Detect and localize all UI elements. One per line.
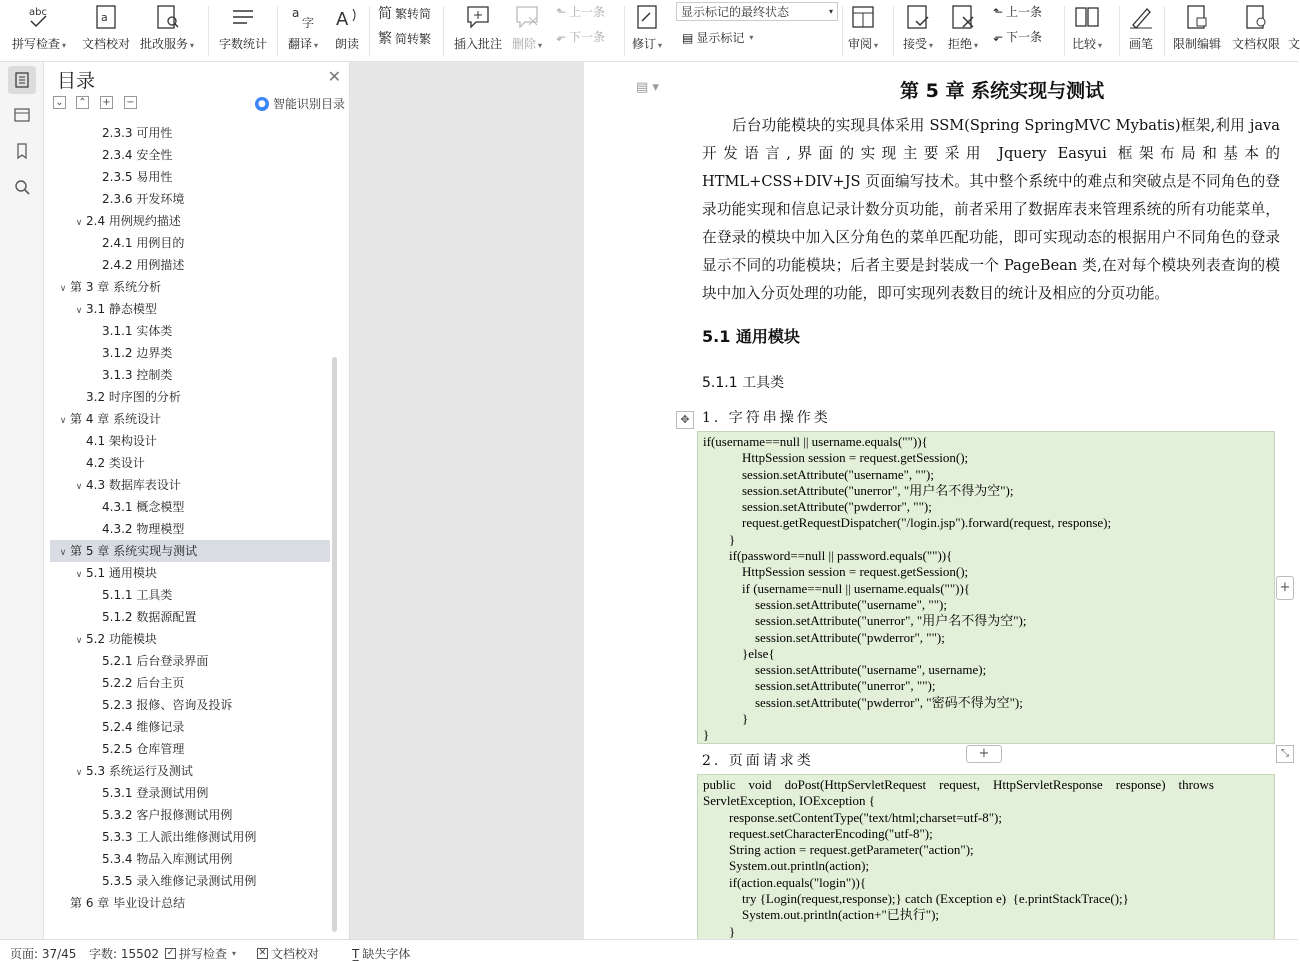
chevron-down-icon[interactable]: ∨ <box>59 284 67 294</box>
subsection-heading: 5.1.1 工具类 <box>702 375 785 391</box>
toc-item[interactable] <box>50 650 330 672</box>
insert-comment-icon <box>464 2 492 32</box>
toc-item[interactable] <box>50 848 330 870</box>
chevron-down-icon[interactable]: ∨ <box>59 548 67 558</box>
add-column-icon[interactable]: + <box>1276 576 1294 600</box>
chevron-down-icon[interactable]: ∨ <box>59 416 67 426</box>
toc-item[interactable] <box>50 452 330 474</box>
doc-proofread-label: 文档校对 <box>82 37 131 51</box>
code-line: if(action.equals("login")){ <box>703 874 867 890</box>
toc-scrollbar[interactable] <box>332 357 337 932</box>
next-comment-icon: ⬐ <box>556 29 567 44</box>
toc-item-label: 4.2 类设计 <box>86 456 145 470</box>
code-line: session.setAttribute("username", username); <box>703 662 987 678</box>
chevron-down-icon[interactable]: ∨ <box>75 482 83 492</box>
section-heading: 5.1 通用模块 <box>702 327 800 346</box>
toc-item[interactable] <box>50 342 330 364</box>
toc-item-label: 5.2.3 报修、咨询及投诉 <box>102 698 233 712</box>
code-line: session.setAttribute("username", ""); <box>703 596 947 612</box>
toc-item[interactable] <box>50 738 330 760</box>
delete-comment-icon <box>513 2 541 32</box>
code-line: } <box>703 923 736 939</box>
ribbon-divider <box>893 6 894 56</box>
chapter-heading: 第 5 章 系统实现与测试 <box>900 80 1105 102</box>
toc-item-label: 5.1 通用模块 <box>86 566 157 580</box>
toc-item-label: 2.4.1 用例目的 <box>102 236 185 250</box>
svg-text:字: 字 <box>302 16 315 30</box>
compare-button[interactable]: 比较 ▾ <box>1072 2 1102 52</box>
page-indicator[interactable]: 页面: 37/45 <box>10 947 77 961</box>
track-changes-label: 修订 <box>632 37 657 51</box>
code-line: session.setAttribute("unerror", ""); <box>703 678 936 694</box>
code-line: response.setContentType("text/html;charset=utf-8"); <box>703 809 1002 825</box>
toc-item-label: 5.2.1 后台登录界面 <box>102 654 209 668</box>
read-aloud-icon <box>333 2 361 32</box>
code-line: public void doPost(HttpServletRequest request, HttpServletResponse response) throws <box>703 777 1214 792</box>
chevron-down-icon[interactable]: ∨ <box>75 570 83 580</box>
spell-check-label: 拼写检查 <box>12 37 61 51</box>
toc-item[interactable] <box>50 672 330 694</box>
body-paragraph: 后台功能模块的实现具体采用 SSM(Spring SpringMVC Mybatis)框架,利用 java 开发语言,界面的实现主要采用 Jquery Easyui 框架布局和基本的 HTML+CSS+DIV+JS 页面编写技术。其中整个系统中的难点和突破点是不同角色的登录功能实现和信息记录计数分页功能，前者采用了数据库表来管理系统的所有功能菜单，在登录的模块中加入区分角色的菜单匹配功能，即可实现动态的根据用户不同角色的登录显示不同的功能模块；后者主要是封装成一个 PageBean 类,在对每个模块列表查询的模块中加入分页处理的功能，即可实现列表数目的统计及相应的分页功能。 <box>702 117 1280 302</box>
toc-item[interactable] <box>50 782 330 804</box>
review-label: 审阅 <box>848 37 873 51</box>
pen-icon <box>1127 2 1155 32</box>
collapse-all-icon[interactable]: ⌄ <box>53 96 66 109</box>
code-line: session.setAttribute("unerror", "用户名不得为空"); <box>703 613 1027 629</box>
toc-item-label: 2.3.4 安全性 <box>102 148 173 162</box>
toc-item-label: 4.3 数据库表设计 <box>86 478 181 492</box>
word-count-indicator[interactable]: 字数: 15502 <box>89 947 160 961</box>
toc-item-label: 5.3 系统运行及测试 <box>86 764 193 778</box>
navigation-pane-icon[interactable] <box>8 101 36 129</box>
code-line: if (username==null || username.equals("")){ <box>703 580 971 596</box>
toc-title: 目录 <box>57 70 96 92</box>
toc-item[interactable] <box>50 188 330 210</box>
toc-panel <box>45 62 350 939</box>
bookmark-icon[interactable] <box>8 137 36 165</box>
toc-item[interactable] <box>50 606 330 628</box>
read-aloud-button[interactable] <box>333 2 361 52</box>
proofread-icon <box>93 2 119 32</box>
code-line: System.out.println(action+"已执行"); <box>703 907 940 923</box>
prev-change-button[interactable] <box>993 3 1042 20</box>
toc-item[interactable] <box>50 562 330 584</box>
toc-item-label: 5.3.1 登录测试用例 <box>102 786 209 800</box>
toc-item[interactable] <box>50 584 330 606</box>
prev-comment-button[interactable] <box>556 3 605 20</box>
toc-item[interactable] <box>50 892 330 914</box>
compare-icon <box>1073 2 1101 32</box>
missing-font-button[interactable] <box>352 945 410 962</box>
accept-icon <box>904 2 932 32</box>
chevron-down-icon[interactable]: ∨ <box>75 636 83 646</box>
restrict-edit-label: 限制编辑 <box>1173 37 1222 51</box>
proofread-icon: ✕ <box>258 948 267 958</box>
toc-item-label: 2.4.2 用例描述 <box>102 258 185 272</box>
svg-text:a: a <box>101 11 108 24</box>
track-changes-icon <box>634 2 660 32</box>
add-item-icon[interactable]: + <box>100 96 113 109</box>
ribbon-divider <box>369 6 370 56</box>
code-block <box>697 774 1275 944</box>
code-line: session.setAttribute("pwderror", "密码不得为空"); <box>703 694 1023 710</box>
close-icon[interactable]: ✕ <box>327 67 341 86</box>
add-row-icon[interactable]: + <box>966 745 1002 763</box>
ribbon-divider <box>624 6 625 56</box>
toc-item-label: 2.3.3 可用性 <box>102 126 173 140</box>
toc-item[interactable] <box>50 760 330 782</box>
missing-font-label: 缺失字体 <box>362 947 411 961</box>
translate-label: 翻译 <box>288 37 313 51</box>
toc-item[interactable] <box>50 298 330 320</box>
toc-item-label: 第 3 章 系统分析 <box>70 280 162 294</box>
code-line: if(password==null || password.equals("")){ <box>703 548 953 564</box>
code-line: } <box>703 711 749 727</box>
ribbon-toolbar <box>0 0 1298 62</box>
reject-button[interactable]: 拒绝 ▾ <box>948 2 978 52</box>
code-line: HttpSession session = request.getSession(); <box>703 564 969 580</box>
toc-item-label: 5.3.5 录入维修记录测试用例 <box>102 874 257 888</box>
code-line: request.getRequestDispatcher("/login.jsp").forward(request, response); <box>703 515 1112 531</box>
more-ribbon-button[interactable] <box>1288 2 1300 52</box>
next-change-button[interactable] <box>993 28 1042 45</box>
item-heading: 1. 字符串操作类 <box>702 410 831 426</box>
toc-item[interactable] <box>50 364 330 386</box>
toc-item-label: 2.4 用例规约描述 <box>86 214 181 228</box>
markup-state-select[interactable] <box>676 2 838 21</box>
toc-item-label: 2.3.5 易用性 <box>102 170 173 184</box>
status-proofread[interactable] <box>257 945 319 962</box>
toc-item-label: 第 5 章 系统实现与测试 <box>70 544 198 558</box>
toc-item-label: 3.1.1 实体类 <box>102 324 173 338</box>
code-line: try {Login(request,response);} catch (Exception e) {e.printStackTrace();} <box>703 891 1129 907</box>
svg-text:a: a <box>292 6 300 20</box>
accept-label: 接受 <box>903 37 928 51</box>
toc-item[interactable] <box>50 474 330 496</box>
prev-comment-label: 上一条 <box>569 5 606 19</box>
doc-permission-button[interactable] <box>1232 2 1280 52</box>
toc-item[interactable] <box>50 496 330 518</box>
move-handle-icon[interactable]: ✥ <box>676 411 694 429</box>
ribbon-divider <box>277 6 278 56</box>
code-line: } <box>703 727 710 743</box>
toc-item-label: 3.1 静态模型 <box>86 302 157 316</box>
item-heading: 2. 页面请求类 <box>702 753 814 769</box>
review-icon <box>849 2 877 32</box>
ribbon-divider <box>1119 6 1120 56</box>
toc-item[interactable] <box>50 408 330 430</box>
trad-to-simp-label: 繁转简 <box>395 6 432 21</box>
prev-change-label: 上一条 <box>1006 5 1043 19</box>
ai-icon: ● <box>255 97 269 111</box>
code-line: HttpSession session = request.getSession(); <box>703 450 969 466</box>
status-bar <box>0 939 1298 961</box>
toc-item[interactable] <box>50 232 330 254</box>
review-button[interactable]: 审阅 ▾ <box>848 2 878 52</box>
smart-toc-button[interactable] <box>255 95 345 112</box>
track-changes-button[interactable]: 修订 ▾ <box>632 2 662 52</box>
svg-text:A: A <box>336 9 349 30</box>
translate-icon <box>289 2 317 32</box>
spell-check-icon <box>25 2 53 32</box>
toc-item[interactable] <box>50 870 330 892</box>
comment-service-label: 批改服务 <box>140 37 189 51</box>
next-change-icon: ⬐ <box>993 29 1004 44</box>
translate-button[interactable]: a 字 翻译 ▾ <box>288 2 318 52</box>
chevron-down-icon[interactable]: ∨ <box>75 218 83 228</box>
toc-item-label: 5.2.5 仓库管理 <box>102 742 185 756</box>
remove-item-icon[interactable]: − <box>124 96 137 109</box>
code-line: } <box>703 531 736 547</box>
code-line: request.setCharacterEncoding("utf-8"); <box>703 825 933 841</box>
status-spell-check[interactable]: ✓ 拼写检查 ▾ <box>166 947 237 961</box>
ribbon-divider <box>1064 6 1065 56</box>
code-block <box>697 431 1275 744</box>
toc-item[interactable] <box>50 628 330 650</box>
toc-item[interactable] <box>50 386 330 408</box>
toc-item-label: 5.3.3 工人派出维修测试用例 <box>102 830 257 844</box>
toc-item-label: 5.1.2 数据源配置 <box>102 610 197 624</box>
toc-item-label: 5.2.4 维修记录 <box>102 720 185 734</box>
lock-icon <box>1183 2 1211 32</box>
code-line: }else{ <box>703 645 775 661</box>
trad-simp-icon: 简 <box>378 6 392 22</box>
code-line: String action = request.getParameter("action"); <box>703 842 974 858</box>
trad-to-simp-button[interactable] <box>378 3 431 23</box>
toc-item-label: 第 6 章 毕业设计总结 <box>70 896 186 910</box>
toc-item[interactable] <box>50 210 330 232</box>
doc-proofread-button[interactable] <box>82 2 130 52</box>
toc-item-label: 5.1.1 工具类 <box>102 588 173 602</box>
comment-service-button[interactable]: 批改服务 ▾ <box>140 2 194 52</box>
next-change-label: 下一条 <box>1006 30 1043 44</box>
document-page[interactable] <box>584 62 1298 939</box>
toc-item-label: 5.2.2 后台主页 <box>102 676 185 690</box>
toc-item[interactable] <box>50 122 330 144</box>
code-line: session.setAttribute("pwderror", ""); <box>703 629 945 645</box>
insert-comment-label: 插入批注 <box>454 37 503 51</box>
show-markup-button[interactable]: ▤ 显示标记 ▾ <box>682 30 754 45</box>
toc-item-label: 3.2 时序图的分析 <box>86 390 181 404</box>
ribbon-divider <box>842 6 843 56</box>
accept-button[interactable]: 接受 ▾ <box>903 2 933 52</box>
code-line: ServletException, IOException { <box>703 793 875 809</box>
document-icon[interactable]: ▤ ▾ <box>636 80 659 95</box>
code-line: session.setAttribute("unerror", "用户名不得为空"); <box>703 482 1014 498</box>
reject-icon <box>949 2 977 32</box>
smart-toc-label: 智能识别目录 <box>272 97 345 111</box>
toc-item-label: 5.3.2 客户报修测试用例 <box>102 808 233 822</box>
simp-trad-icon: 繁 <box>378 31 392 47</box>
word-count-icon <box>229 2 257 32</box>
resize-handle-icon[interactable]: ⤡ <box>1276 745 1294 763</box>
prev-change-icon: ⬑ <box>993 4 1004 19</box>
checkbox-icon: ✓ <box>166 948 175 958</box>
toc-item[interactable] <box>50 144 330 166</box>
restrict-edit-button[interactable] <box>1173 2 1221 52</box>
ribbon-divider <box>1164 6 1165 56</box>
toc-item-label: 第 4 章 系统设计 <box>70 412 162 426</box>
expand-up-icon[interactable]: ⌃ <box>76 96 89 109</box>
word-count-button[interactable] <box>219 2 267 52</box>
permission-icon <box>1242 2 1270 32</box>
font-warning-icon: T̲ <box>352 946 360 961</box>
reject-label: 拒绝 <box>948 37 973 51</box>
pen-label: 画笔 <box>1128 37 1153 51</box>
status-proof-label: 文档校对 <box>271 947 320 961</box>
toc-item-label: 5.2 功能模块 <box>86 632 157 646</box>
toc-item-label: 3.1.2 边界类 <box>102 346 173 360</box>
simp-to-trad-label: 简转繁 <box>395 31 432 46</box>
search-icon[interactable] <box>8 173 36 201</box>
toc-item[interactable] <box>50 276 330 298</box>
toc-item[interactable] <box>50 430 330 452</box>
toc-item[interactable] <box>50 166 330 188</box>
compare-label: 比较 <box>1072 37 1097 51</box>
status-spell-label: 拼写检查 <box>179 947 228 961</box>
toc-panel-icon[interactable] <box>8 66 36 94</box>
ribbon-divider <box>208 6 209 56</box>
toc-item[interactable] <box>50 540 330 562</box>
toc-item-label: 3.1.3 控制类 <box>102 368 173 382</box>
code-line: if(username==null || username.equals("")){ <box>703 434 928 449</box>
toc-item-label: 5.3.4 物品入库测试用例 <box>102 852 233 866</box>
toc-list <box>50 122 330 937</box>
prev-comment-icon: ⬑ <box>556 4 567 19</box>
show-markup-icon: ▤ <box>682 30 694 45</box>
code-line: System.out.println(action); <box>703 858 870 874</box>
chevron-down-icon[interactable]: ∨ <box>75 768 83 778</box>
svg-text:abc: abc <box>29 7 47 18</box>
toc-item[interactable] <box>50 804 330 826</box>
toc-item[interactable] <box>50 694 330 716</box>
simp-to-trad-button[interactable] <box>378 28 431 48</box>
toc-item[interactable] <box>50 716 330 738</box>
delete-label: 删除 <box>512 37 537 51</box>
code-line: session.setAttribute("pwderror", ""); <box>703 499 932 515</box>
pen-button[interactable] <box>1127 2 1155 52</box>
toc-item[interactable] <box>50 518 330 540</box>
next-comment-label: 下一条 <box>569 30 606 44</box>
doc-permission-label: 文档权限 <box>1232 37 1281 51</box>
delete-comment-button[interactable]: 删除 ▾ <box>512 2 542 52</box>
toc-item-label: 4.1 架构设计 <box>86 434 157 448</box>
toc-item-label: 4.3.1 概念模型 <box>102 500 185 514</box>
code-line: session.setAttribute("username", ""); <box>703 466 934 482</box>
left-navigation-bar <box>0 62 44 939</box>
word-count-label: 字数统计 <box>219 37 268 51</box>
toc-item-label: 2.3.6 开发环境 <box>102 192 185 206</box>
next-comment-button[interactable] <box>556 28 605 45</box>
markup-state-value: 显示标记的最终状态 <box>681 5 790 19</box>
insert-comment-button[interactable] <box>454 2 502 52</box>
comment-service-icon <box>154 2 180 32</box>
chevron-down-icon: ▾ <box>828 7 833 16</box>
ribbon-divider <box>443 6 444 56</box>
toc-item-label: 4.3.2 物理模型 <box>102 522 185 536</box>
toc-item[interactable] <box>50 320 330 342</box>
toc-item[interactable] <box>50 254 330 276</box>
page-gutter <box>350 62 584 939</box>
read-aloud-label: 朗读 <box>334 37 359 51</box>
spell-check-button[interactable]: abc 拼写检查 ▾ <box>12 2 66 52</box>
toc-item[interactable] <box>50 826 330 848</box>
show-markup-label: 显示标记 <box>696 31 745 45</box>
more-ribbon-label: 文 <box>1288 37 1300 51</box>
chevron-down-icon[interactable]: ∨ <box>75 306 83 316</box>
